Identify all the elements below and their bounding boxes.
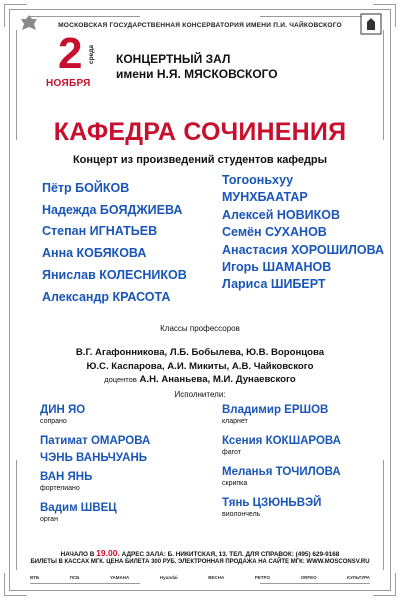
performer-instrument: скрипка <box>222 480 248 487</box>
composer-name: Лариса ШИБЕРТ <box>222 277 326 292</box>
performer-name: Меланья ТОЧИЛОВА <box>222 466 341 478</box>
docents-prefix: доцентов <box>104 375 137 384</box>
composer-name: Алексей НОВИКОВ <box>222 207 341 222</box>
conservatory-emblem-icon <box>360 13 382 35</box>
composers-list-left <box>42 178 212 308</box>
frame-corner <box>4 573 27 596</box>
sponsor-logo: ВТБ <box>30 575 40 580</box>
composer-name: Янислав КОЛЕСНИКОВ <box>42 267 187 282</box>
composers-list-right <box>222 172 392 294</box>
sponsor-logo: ORFEO <box>300 575 317 580</box>
performer-name: Патимат ОМАРОВА <box>40 435 151 447</box>
performer <box>40 404 210 427</box>
ministry-emblem-icon <box>18 13 40 35</box>
performer <box>40 435 210 448</box>
sponsor-logo: YAMAHA <box>109 575 130 580</box>
composer-name: Игорь ШАМАНОВ <box>222 260 332 275</box>
professors-list <box>0 346 400 387</box>
start-time: 19.00. <box>96 548 120 558</box>
performer <box>222 404 392 427</box>
professors-line-2: Ю.С. Каспарова, А.И. Микиты, А.В. Чайковского <box>86 360 314 372</box>
composer-name: МУНХБААТАР <box>222 190 308 205</box>
performer <box>40 452 210 465</box>
performer-instrument: сопрано <box>40 418 67 425</box>
composer-name: Семён СУХАНОВ <box>222 225 327 240</box>
professors-line-1: В.Г. Агафонникова, Л.Б. Бобылева, Ю.В. Воронцова <box>75 347 325 358</box>
performers-list-left <box>40 404 210 533</box>
classes-label: Классы профессоров <box>160 324 240 333</box>
performer-instrument: орган <box>40 516 58 523</box>
poster-subtitle: Концерт из произведений студентов кафедры <box>72 154 328 166</box>
date-month: НОЯБРЯ <box>46 78 91 89</box>
composer-name: Александр КРАСОТА <box>42 289 171 304</box>
performer-instrument: кларнет <box>222 418 248 425</box>
performer-instrument: виолончель <box>222 511 261 518</box>
frame-ornament <box>260 583 370 584</box>
sponsor-logos <box>30 575 370 580</box>
performers-label: Исполнители: <box>174 390 226 399</box>
performer <box>40 471 210 494</box>
composer-name: Анна КОБЯКОВА <box>42 246 147 261</box>
sponsor-logo: Hyundai <box>159 575 178 580</box>
performer <box>222 466 392 489</box>
performers-list-right <box>222 404 392 528</box>
date-day: 2 <box>58 29 83 78</box>
performer-name: ДИН ЯО <box>40 404 86 416</box>
sponsor-logo: ВЕСНА <box>208 575 225 580</box>
performer-instrument: фагот <box>222 449 241 456</box>
performer-name: ЧЭНЬ ВАНЬЧУАНЬ <box>40 452 148 464</box>
concert-hall <box>116 52 316 82</box>
performer-name: Вадим ШВЕЦ <box>40 502 117 514</box>
hall-line-2: имени Н.Я. МЯСКОВСКОГО <box>116 67 278 81</box>
performer-instrument: фортепиано <box>40 485 80 492</box>
composer-name: Надежда БОЯДЖИЕВА <box>42 202 183 217</box>
frame-ornament <box>260 16 370 17</box>
frame-ornament <box>30 16 140 17</box>
performer <box>222 497 392 520</box>
concert-info <box>0 548 400 558</box>
institution-name: МОСКОВСКАЯ ГОСУДАРСТВЕННАЯ КОНСЕРВАТОРИЯ ИМЕНИ П.И. ЧАЙКОВСКОГО <box>58 22 342 29</box>
performer-name: ВАН ЯНЬ <box>40 471 93 483</box>
hall-line-1: КОНЦЕРТНЫЙ ЗАЛ <box>116 52 231 66</box>
sponsor-logo: КУЛЬТУРА <box>347 575 370 580</box>
start-prefix: НАЧАЛО В <box>60 551 95 558</box>
composer-name: Тогооньхуу <box>222 173 294 187</box>
sponsor-logo: ПСБ <box>69 575 80 580</box>
performer-name: Тянь ЦЗЮНЬВЭЙ <box>222 497 322 509</box>
frame-ornament <box>30 583 140 584</box>
composer-name: Степан ИГНАТЬЕВ <box>42 224 158 239</box>
composer-name: Пётр БОЙКОВ <box>42 181 130 195</box>
professors-line-3 <box>0 373 400 387</box>
ticket-info: БИЛЕТЫ В КАССАХ МГК. ЦЕНА БИЛЕТА 300 РУБ. ЭЛЕКТРОННАЯ ПРОДАЖА НА САЙТЕ МГК: WWW.MOSCONSV.RU <box>30 559 370 565</box>
frame-corner <box>373 573 396 596</box>
docents-names: А.Н. Ананьева, М.И. Дунаевского <box>139 374 296 385</box>
performer <box>222 435 392 458</box>
poster-title: КАФЕДРА СОЧИНЕНИЯ <box>53 118 347 146</box>
date-weekday: среда <box>88 45 95 64</box>
performer-name: Ксения КОКШАРОВА <box>222 435 341 447</box>
performer <box>40 502 210 525</box>
performer-name: Владимир ЕРШОВ <box>222 404 329 416</box>
hall-address: АДРЕС ЗАЛА: Б. НИКИТСКАЯ, 13. ТЕЛ. ДЛЯ СПРАВОК: (495) 629-9168 <box>121 551 340 558</box>
sponsor-logo: РЕТРО <box>254 575 270 580</box>
composer-name: Анастасия ХОРОШИЛОВА <box>222 242 385 257</box>
